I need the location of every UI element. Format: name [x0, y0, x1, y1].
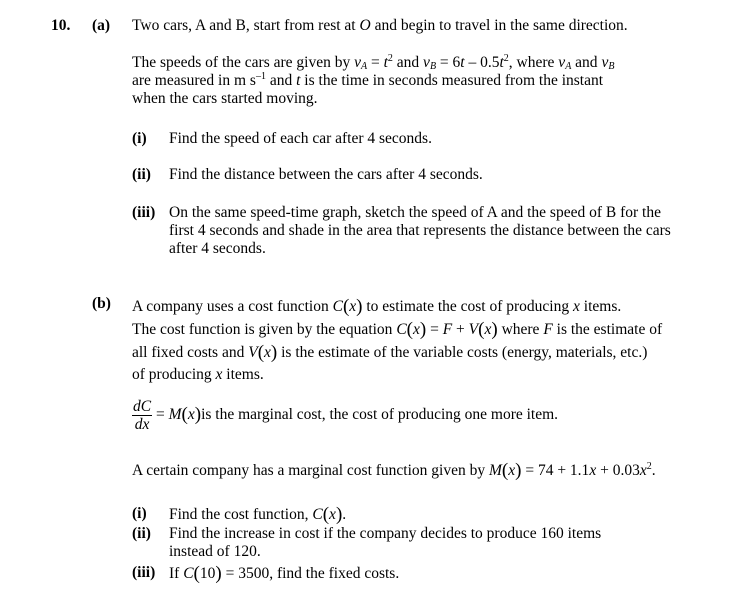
paren: ( [342, 296, 350, 317]
equals: = [152, 406, 169, 424]
paren: ( [478, 319, 485, 340]
equals: = [426, 321, 443, 338]
text: and [265, 72, 297, 89]
intro-end-text: and begin to travel in the same direction. [370, 17, 628, 34]
marginal-cost-definition [132, 398, 558, 433]
var-x: x [508, 462, 516, 479]
text: . [342, 506, 347, 523]
text-line: first 4 seconds and shade in the area that represents the distance between the cars [169, 222, 671, 239]
plus: + [452, 321, 469, 338]
paren: ( [322, 504, 330, 525]
text: = 74 + 1.1 [521, 462, 590, 479]
var-v: V [468, 321, 479, 338]
text: all fixed costs and [132, 344, 249, 361]
paren: ) [270, 342, 278, 363]
var-v: v [354, 54, 361, 71]
speeds-line-3: when the cars started moving. [132, 90, 318, 107]
text: + 0.03 [596, 462, 640, 479]
text-line: after 4 seconds. [169, 240, 266, 257]
var-v: v [423, 54, 430, 71]
var-x: x [639, 462, 647, 479]
var-v: v [558, 54, 566, 71]
var-x: x [187, 406, 195, 424]
var-c: C [332, 298, 343, 315]
speeds-paragraph [132, 54, 614, 108]
paren: ) [515, 460, 522, 481]
numerator: dC [133, 398, 152, 415]
text: are measured in m s [132, 72, 256, 89]
text: is the estimate of the variable costs (energy, materials, etc.) [277, 344, 648, 361]
text: items. [579, 298, 622, 315]
text: The speeds of the cars are given by [132, 54, 355, 71]
part-b-item-iii-label: (iii) [132, 564, 156, 581]
paren: ( [406, 319, 413, 340]
exponent: 2 [387, 53, 393, 64]
intro-text: Two cars, A and B, start from rest at [132, 17, 360, 34]
text: of producing [132, 366, 216, 383]
var-c: C [312, 506, 323, 523]
speeds-line-1 [132, 54, 614, 72]
var-x: x [264, 344, 271, 361]
part-b-item-ii-text [169, 525, 601, 561]
sub-b: B [429, 61, 437, 72]
var-x: x [573, 298, 580, 315]
question-number: 10. [51, 17, 71, 34]
text-line: On the same speed-time graph, sketch the speed of A and the speed of B for the [169, 204, 661, 221]
text: = 3500 [221, 565, 270, 582]
cost-paragraph [132, 295, 662, 386]
text: Find the cost function, [169, 506, 313, 523]
equals: = [367, 54, 384, 71]
text: . [651, 462, 656, 479]
text: A company uses a cost function [132, 298, 333, 315]
text: and [571, 54, 602, 71]
cost-line-4 [132, 364, 662, 386]
var-f: F [543, 321, 553, 338]
sub-a: A [360, 61, 368, 72]
text: The cost function is given by the equation [132, 321, 397, 338]
var-x: x [589, 462, 597, 479]
paren: ) [356, 296, 363, 317]
part-b-item-iii-text [169, 564, 399, 583]
var-t: t [499, 54, 504, 71]
exponent: –1 [255, 71, 266, 82]
paren: ) [215, 563, 222, 584]
equals: = 6 [436, 54, 461, 71]
part-a-item-i-label: (i) [132, 130, 147, 147]
part-b-item-i-text [169, 505, 346, 524]
text: is the marginal cost, the cost of producing one more item. [201, 406, 559, 424]
part-a-item-iii-text [169, 204, 671, 258]
text: items. [222, 366, 264, 383]
text: to estimate the cost of producing [362, 298, 573, 315]
text-line: instead of 120. [169, 543, 261, 560]
var-x: x [412, 321, 420, 338]
var-f: F [442, 321, 453, 338]
var-v: v [601, 54, 609, 71]
text: and [392, 54, 424, 71]
speeds-line-2 [132, 72, 614, 90]
var-c: C [396, 321, 407, 338]
part-a-intro [132, 17, 628, 35]
text: A certain company has a marginal cost function given by [132, 462, 489, 479]
exponent: 2 [646, 461, 652, 472]
var-c: C [183, 565, 194, 582]
part-b-item-i-label: (i) [132, 505, 147, 522]
var-x: x [215, 366, 223, 383]
var-t: t [296, 72, 301, 89]
var-v: V [248, 344, 258, 361]
part-a-item-ii-label: (ii) [132, 166, 151, 183]
text: , where [508, 54, 559, 71]
text: where [497, 321, 544, 338]
part-b-item-ii-label: (ii) [132, 525, 151, 542]
text: If [169, 565, 184, 582]
var-x: x [484, 321, 492, 338]
point-o: O [359, 17, 371, 34]
paren: ( [501, 460, 509, 481]
sub-b: B [608, 61, 615, 72]
part-a-item-ii-text: Find the distance between the cars after 4 seconds. [169, 166, 483, 183]
cost-line-3 [132, 341, 662, 364]
part-b-label: (b) [92, 295, 111, 312]
text: , find the fixed costs. [269, 565, 400, 582]
part-a-label: (a) [92, 17, 111, 34]
paren: ) [491, 319, 498, 340]
text: is the time in seconds measured from the instant [300, 72, 604, 89]
paren: ) [419, 319, 427, 340]
var-x: x [329, 506, 336, 523]
sub-a: A [565, 61, 572, 72]
paren: ( [257, 342, 265, 363]
var-t: t [460, 54, 465, 71]
part-a-item-iii-label: (iii) [132, 204, 156, 221]
cost-line-2 [132, 318, 662, 341]
paren: ) [335, 504, 343, 525]
part-a-item-i-text: Find the speed of each car after 4 seconds. [169, 130, 432, 147]
var-x: x [349, 298, 357, 315]
text-line: Find the increase in cost if the company decides to produce 160 items [169, 525, 602, 542]
denominator: dx [134, 416, 150, 433]
var-t: t [383, 54, 388, 71]
exponent: 2 [503, 53, 509, 64]
company-marginal-cost [132, 461, 656, 480]
text: is the estimate of [552, 321, 663, 338]
paren: ) [194, 404, 202, 426]
text: – 0.5 [464, 54, 500, 71]
var-m: M [168, 406, 182, 424]
argument: 10 [199, 565, 216, 582]
derivative-fraction [132, 398, 152, 433]
cost-line-1 [132, 295, 662, 318]
var-m: M [488, 462, 502, 479]
paren: ( [181, 404, 188, 426]
paren: ( [193, 563, 200, 584]
